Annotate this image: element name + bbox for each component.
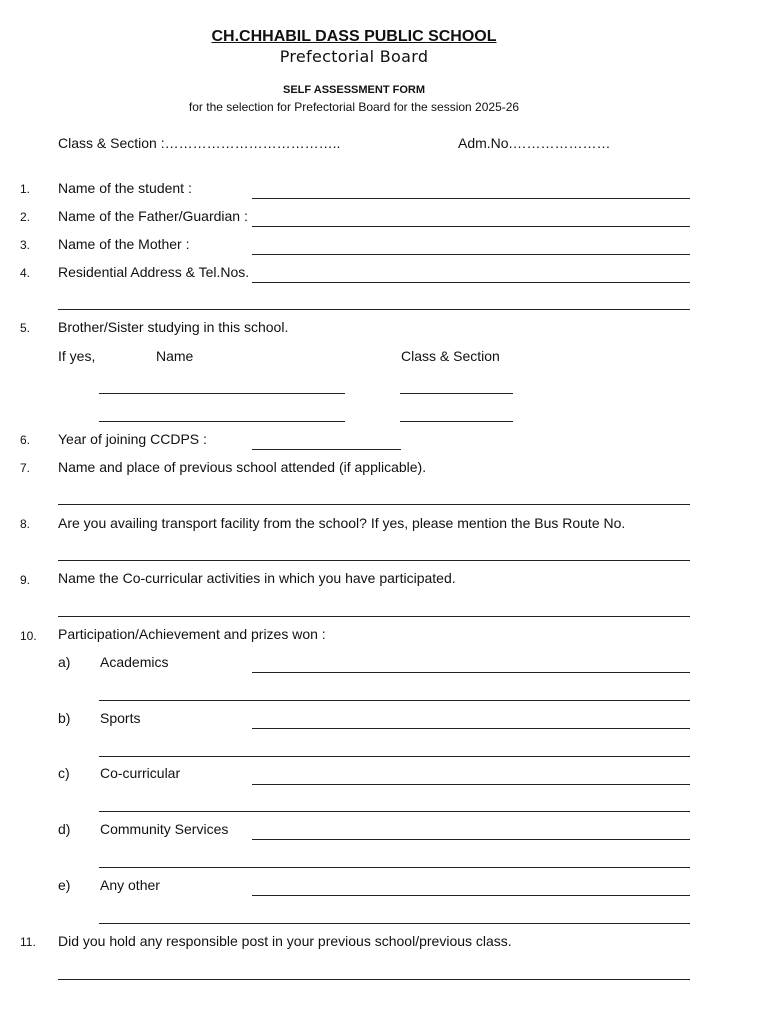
q2-label: Name of the Father/Guardian : <box>58 208 248 224</box>
form-title: SELF ASSESSMENT FORM <box>283 84 425 96</box>
q5-name-label: Name <box>156 348 194 364</box>
q9-answer-line[interactable] <box>58 616 690 617</box>
q11-label: Did you hold any responsible post in your previous school/previous class. <box>58 933 512 949</box>
q1-label: Name of the student : <box>58 180 192 196</box>
q3-number: 3. <box>20 238 31 252</box>
q9-label: Name the Co-curricular activities in which you have participated. <box>58 570 456 586</box>
q5-class-section-label: Class & Section <box>401 348 500 364</box>
q10a-answer-line[interactable] <box>252 672 690 673</box>
q10b-label: Sports <box>100 710 141 726</box>
q4-label: Residential Address & Tel.Nos. <box>58 264 250 280</box>
school-name: CH.CHHABIL DASS PUBLIC SCHOOL <box>211 28 497 45</box>
sibling-class-line-2[interactable] <box>400 421 513 422</box>
q6-number: 6. <box>20 433 31 447</box>
q10a-answer-line-2[interactable] <box>99 700 690 701</box>
class-section-field[interactable]: Class & Section :……………………………….. <box>58 135 341 151</box>
q11-answer-line[interactable] <box>58 979 690 980</box>
q10a-label: Academics <box>100 654 169 670</box>
q4-number: 4. <box>20 266 31 280</box>
q5-label: Brother/Sister studying in this school. <box>58 319 289 335</box>
q10e-answer-line[interactable] <box>252 895 690 896</box>
q2-answer-line[interactable] <box>252 226 690 227</box>
q8-answer-line[interactable] <box>58 560 690 561</box>
q11-number: 11. <box>20 935 36 949</box>
q10c-letter: c) <box>58 765 70 781</box>
sibling-name-line-2[interactable] <box>99 421 345 422</box>
q7-number: 7. <box>20 461 31 475</box>
q10a-letter: a) <box>58 654 71 670</box>
sibling-name-line-1[interactable] <box>99 393 345 394</box>
q10b-letter: b) <box>58 710 71 726</box>
q7-label: Name and place of previous school attended (if applicable). <box>58 459 427 475</box>
board-title: Prefectorial Board <box>279 47 429 66</box>
q4-answer-line[interactable] <box>252 282 690 283</box>
q4-answer-line-2[interactable] <box>58 309 690 310</box>
q10-number: 10. <box>20 629 37 643</box>
q10c-answer-line[interactable] <box>252 784 690 785</box>
q1-number: 1. <box>20 182 31 196</box>
q10e-answer-line-2[interactable] <box>99 923 690 924</box>
adm-no-field[interactable]: Adm.No.………………… <box>458 135 611 151</box>
q2-number: 2. <box>20 210 31 224</box>
q10-label: Participation/Achievement and prizes won : <box>58 626 326 642</box>
q10c-answer-line-2[interactable] <box>99 811 690 812</box>
q8-number: 8. <box>20 517 31 531</box>
sibling-class-line-1[interactable] <box>400 393 513 394</box>
q6-answer-line[interactable] <box>252 449 401 450</box>
q10b-answer-line[interactable] <box>252 728 690 729</box>
q10b-answer-line-2[interactable] <box>99 756 690 757</box>
q10e-label: Any other <box>100 877 160 893</box>
form-subtitle: for the selection for Prefectorial Board for the session 2025-26 <box>188 100 520 114</box>
q10d-letter: d) <box>58 821 71 837</box>
q3-label: Name of the Mother : <box>58 236 190 252</box>
q6-label: Year of joining CCDPS : <box>58 431 207 447</box>
q10d-answer-line-2[interactable] <box>99 867 690 868</box>
q5-number: 5. <box>20 321 31 335</box>
q10d-label: Community Services <box>100 821 229 837</box>
q3-answer-line[interactable] <box>252 254 690 255</box>
q5-if-yes: If yes, <box>58 348 96 364</box>
q1-answer-line[interactable] <box>252 198 690 199</box>
q7-answer-line[interactable] <box>58 504 690 505</box>
q10e-letter: e) <box>58 877 71 893</box>
q10d-answer-line[interactable] <box>252 839 690 840</box>
q10c-label: Co-curricular <box>100 765 181 781</box>
q9-number: 9. <box>20 573 31 587</box>
q8-label: Are you availing transport facility from the school? If yes, please mention the Bus Route No. <box>58 515 626 531</box>
